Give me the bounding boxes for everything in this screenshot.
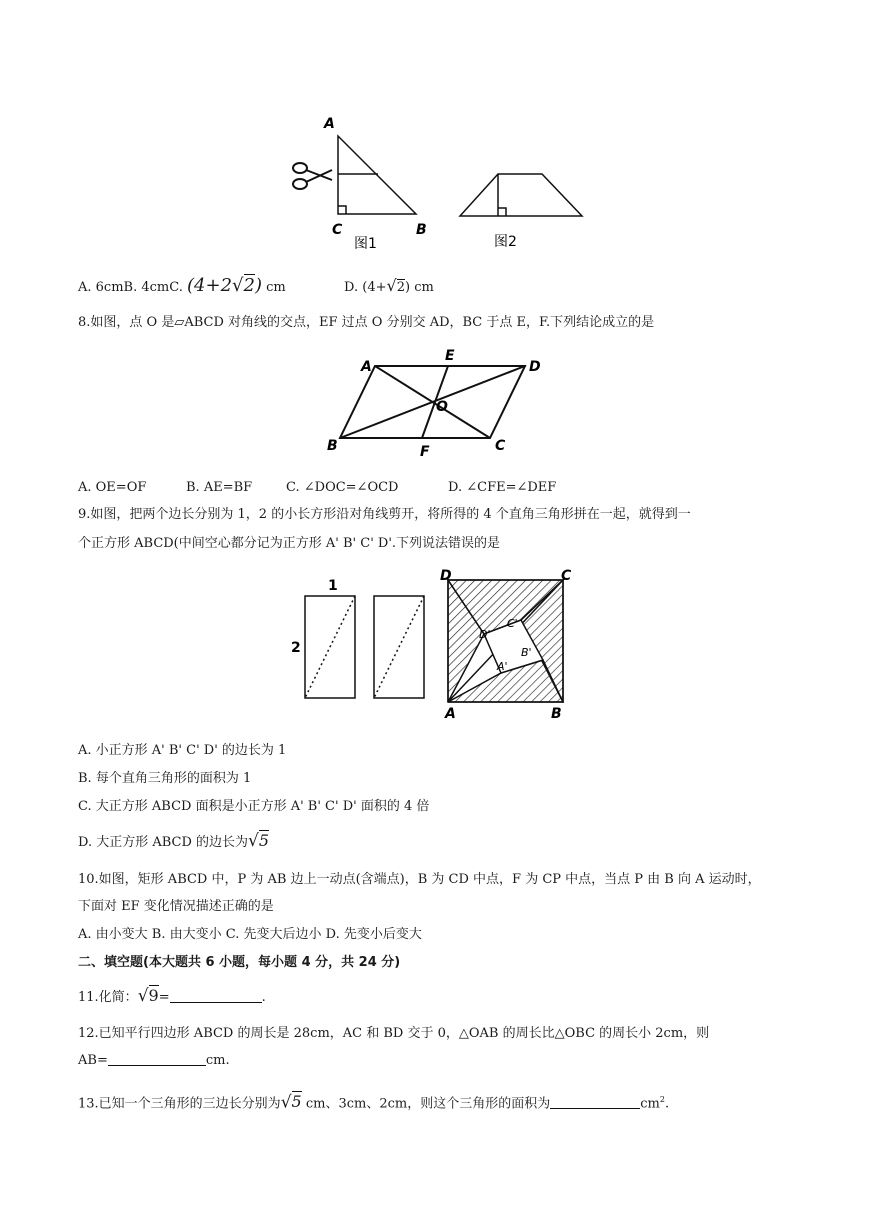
rect-label-height: 2 <box>291 640 301 656</box>
q12-suffix: cm. <box>205 1053 230 1068</box>
q12-answer-blank[interactable] <box>108 1051 206 1066</box>
q11 <box>78 986 266 1008</box>
label-C-prime: C' <box>507 617 518 630</box>
label-E: E <box>445 348 455 364</box>
q11-end: . <box>261 990 266 1005</box>
q8-option-d: D. ∠CFE=∠DEF <box>448 480 557 495</box>
q9-option-c: C. 大正方形 ABCD 面积是小正方形 A' B' C' D' 面积的 4 倍 <box>78 799 430 814</box>
label-A: A <box>445 706 456 722</box>
q9-figure <box>285 566 595 726</box>
q12-line-1: 12.已知平行四边形 ABCD 的周长是 28cm，AC 和 BD 交于 0，△OAB 的周长比△OBC 的周长小 2cm，则 <box>78 1026 710 1041</box>
label-A-prime: A' <box>497 660 508 673</box>
label-D-prime: D' <box>479 628 491 641</box>
q7-figure <box>280 108 590 253</box>
label-D: D <box>440 568 452 584</box>
q13-radicand: 5 <box>291 1092 302 1112</box>
q9-option-b: B. 每个直角三角形的面积为 1 <box>78 771 252 786</box>
q13-end: . <box>664 1096 670 1112</box>
label-B-prime: B' <box>521 646 532 659</box>
caption-fig-1: 图1 <box>354 236 377 252</box>
sqrt-sign: √ <box>386 276 397 295</box>
sqrt-sign: √ <box>280 1092 292 1113</box>
triangle-figure-1 <box>338 136 416 214</box>
q7-c-expr: 4+2 <box>194 275 233 296</box>
q8-parallelogram-figure <box>325 346 555 461</box>
q13-unit: cm <box>640 1096 660 1112</box>
q9-option-d-radicand: 5 <box>258 831 270 850</box>
sqrt-sign: √ <box>137 986 149 1006</box>
label-A: A <box>324 116 335 132</box>
q7-option-a: A. 6cm <box>78 280 124 295</box>
section-2-heading: 二、填空题(本大题共 6 小题，每小题 4 分，共 24 分) <box>78 955 401 970</box>
q8-option-b: B. AE=BF <box>186 480 253 495</box>
label-B: B <box>327 438 338 454</box>
sqrt-sign: √ <box>232 275 244 296</box>
q9-option-d <box>78 831 269 853</box>
big-square-abcd <box>448 580 563 702</box>
q13-unit-exponent: 2 <box>659 1095 665 1104</box>
label-D: D <box>529 359 541 375</box>
q13 <box>78 1090 669 1114</box>
q13-middle: cm、3cm、2cm，则这个三角形的面积为 <box>305 1096 551 1112</box>
sqrt-sign: √ <box>248 831 259 851</box>
label-C: C <box>495 438 506 454</box>
label-A: A <box>361 359 372 375</box>
label-F: F <box>420 444 430 460</box>
q7-option-b: B. 4cm <box>123 280 170 295</box>
q10-stem-line-1: 10.如图，矩形 ABCD 中，P 为 AB 边上一动点(含端点)，B 为 CD 中点，F 为 CP 中点，当点 P 由 B 向 A 运动时， <box>78 872 761 887</box>
q7-option-c-expression: (4+2√2) <box>187 275 263 296</box>
q8-option-a: A. OE=OF <box>78 480 147 495</box>
q7-option-c: C. <box>169 280 183 295</box>
q10-options: A. 由小变大 B. 由大变小 C. 先变大后边小 D. 先变小后变大 <box>78 927 422 942</box>
q11-prefix: 11.化简： <box>78 990 138 1005</box>
label-B: B <box>551 706 562 722</box>
q7-c-radicand: 2 <box>243 275 255 296</box>
q7-d-radicand: 2 <box>396 280 405 295</box>
q7-d-suffix: ) cm <box>405 280 434 295</box>
q8-options <box>78 478 556 498</box>
q10-stem-line-2: 下面对 EF 变化情况描述正确的是 <box>78 899 274 914</box>
scissors-icon <box>293 163 332 189</box>
q11-equals: = <box>158 990 170 1005</box>
label-B: B <box>416 222 427 238</box>
label-O: O <box>436 399 448 415</box>
q7-option-d: D. (4+ <box>344 280 387 295</box>
q8-option-c: C. ∠DOC=∠OCD <box>286 480 399 495</box>
trapezoid-figure-2 <box>460 174 582 216</box>
small-rectangle-1 <box>305 596 355 698</box>
q9-stem-line-1: 9.如图，把两个边长分别为 1，2 的小长方形沿对角线剪开，将所得的 4 个直角三角形拼在一起，就得到一 <box>78 507 691 522</box>
rect-label-width: 1 <box>328 578 338 594</box>
q13-answer-blank[interactable] <box>550 1094 640 1109</box>
caption-fig-2: 图2 <box>494 234 517 250</box>
q9-stem-line-2: 个正方形 ABCD(中间空心都分记为正方形 A' B' C' D'.下列说法错误的是 <box>78 536 501 551</box>
q12-line-2 <box>78 1051 230 1071</box>
q11-answer-blank[interactable] <box>170 988 262 1003</box>
label-C: C <box>561 568 572 584</box>
q9-option-d-text: D. 大正方形 ABCD 的边长为 <box>78 835 249 850</box>
q13-prefix: 13.已知一个三角形的三边长分别为 <box>78 1096 281 1112</box>
q11-radicand: 9 <box>148 986 159 1005</box>
q12-prefix: AB= <box>78 1053 108 1068</box>
q7-options <box>78 276 434 298</box>
q7-c-unit: cm <box>266 280 286 295</box>
small-rectangle-2 <box>374 596 424 698</box>
q8-stem: 8.如图，点 O 是▱ABCD 对角线的交点，EF 过点 O 分别交 AD，BC 于点 E，F.下列结论成立的是 <box>78 315 655 330</box>
label-C: C <box>332 222 343 238</box>
q9-option-a: A. 小正方形 A' B' C' D' 的边长为 1 <box>78 743 287 758</box>
